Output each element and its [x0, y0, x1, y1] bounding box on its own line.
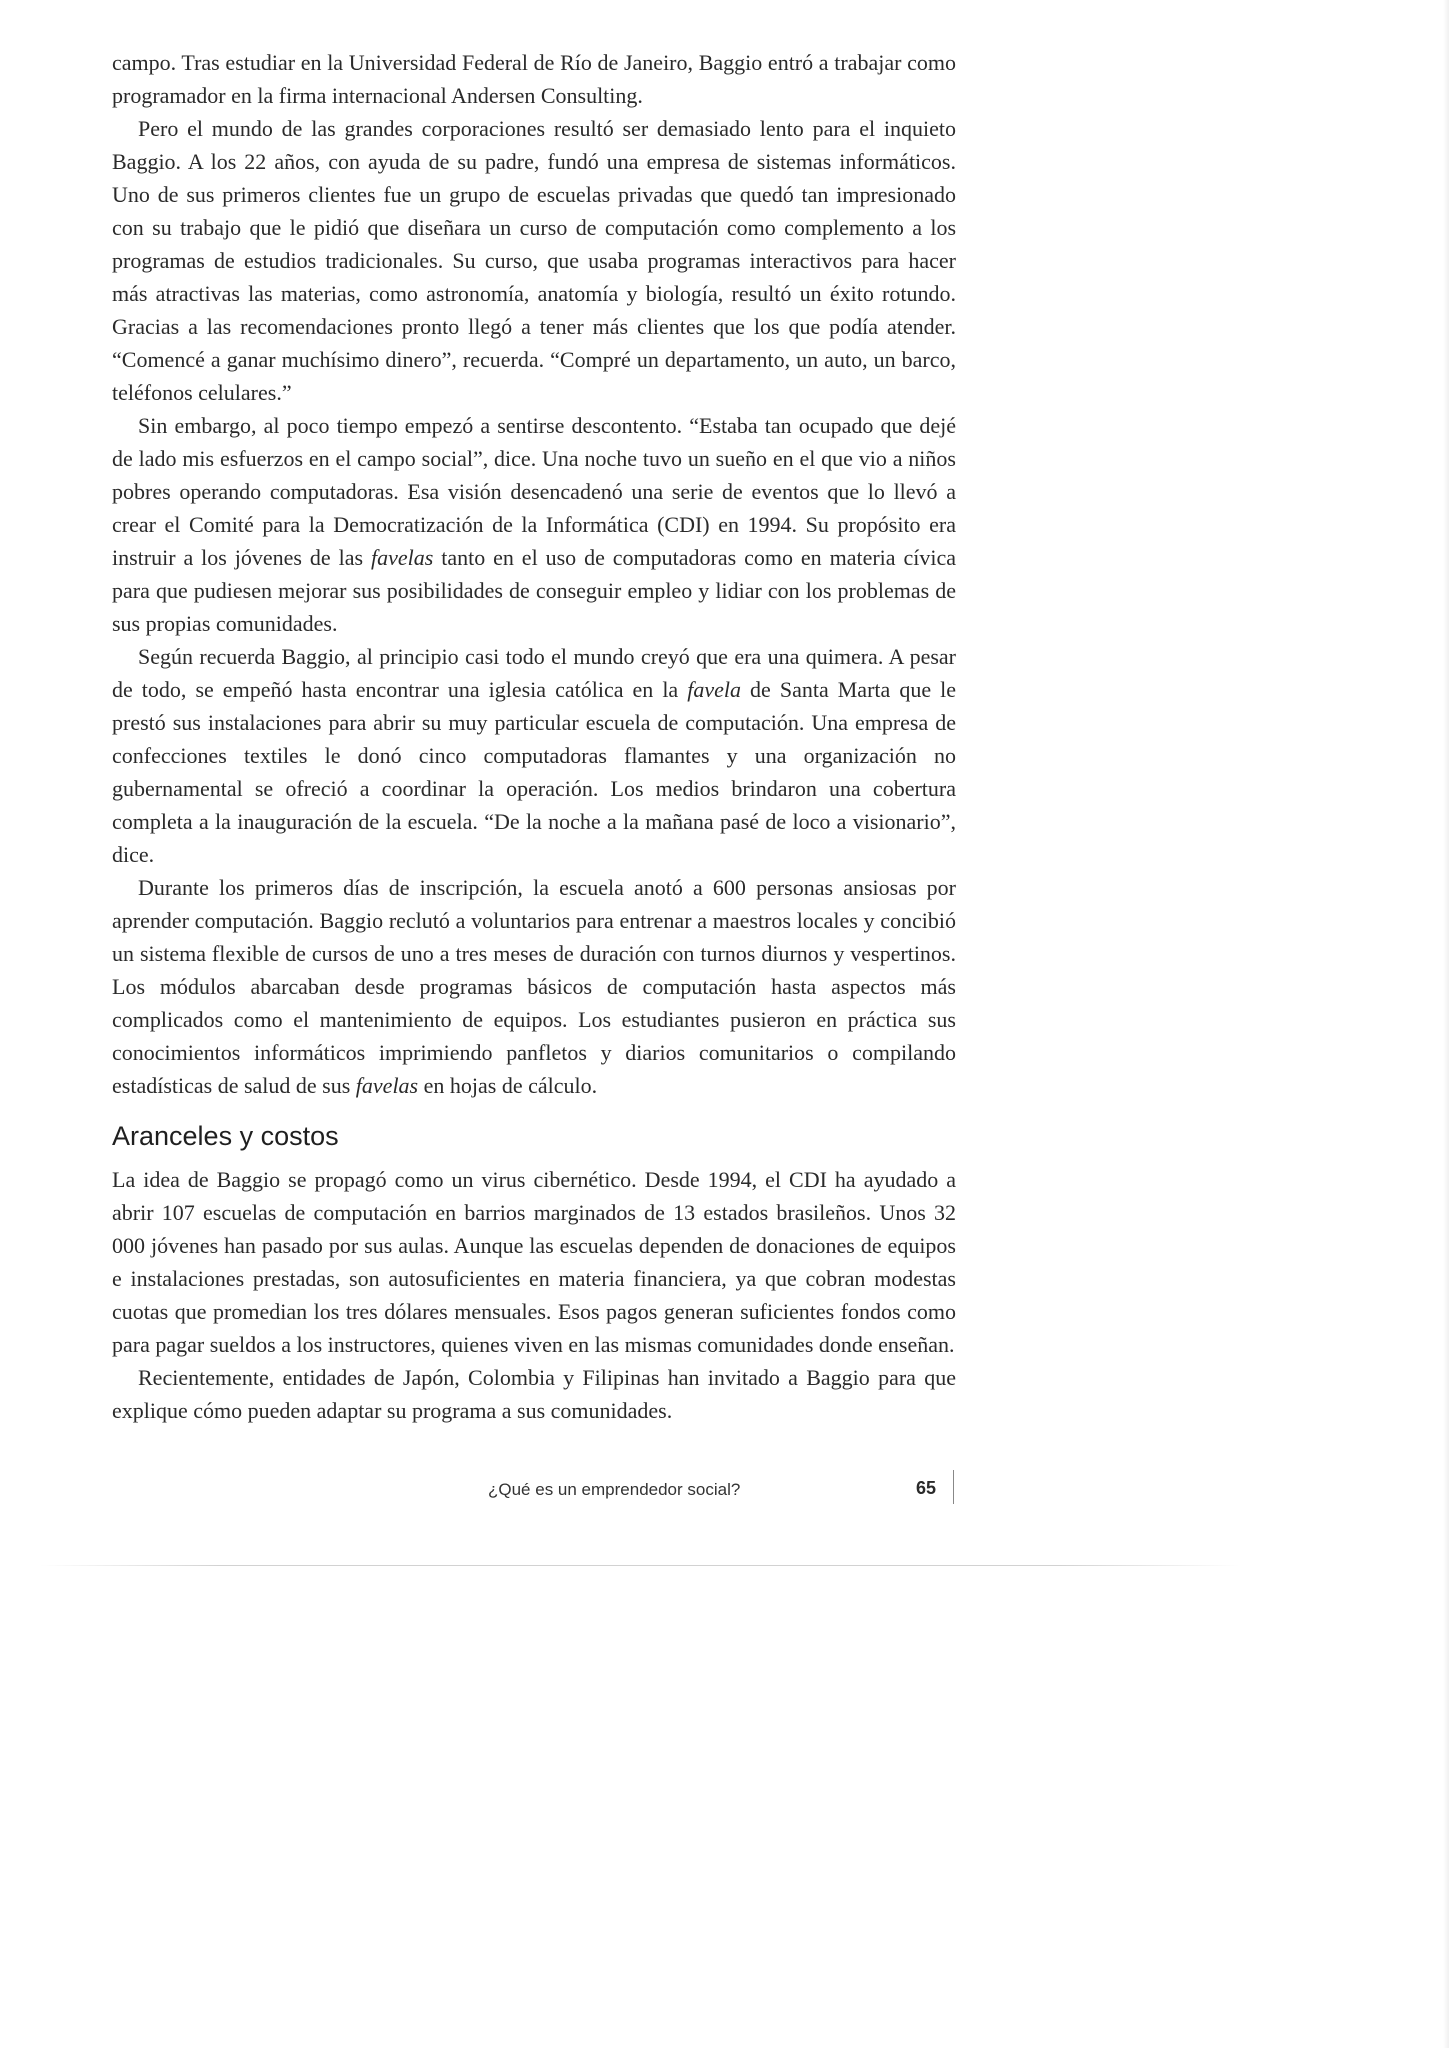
paragraph-cdi-italic: favelas: [370, 545, 434, 570]
paragraph-international: Recientemente, entidades de Japón, Colombia y Filipinas han invitado a Baggio para que explique cómo pueden adaptar su programa a sus comunidades.: [112, 1365, 956, 1423]
paragraph-inscripcion-text-2: en hojas de cálculo.: [418, 1073, 598, 1098]
page-footer: [0, 1470, 1449, 1510]
running-footer-title: ¿Qué es un emprendedor social?: [488, 1480, 741, 1499]
paragraph-santa-marta-text-2: de Santa Marta que le prestó sus instalaciones para abrir su muy particular escuela de computación. Una empresa de confecciones textiles le donó cinco computadoras flamantes y una organización no gubernamental se ofreció a coordinar la operación. Los medios brindaron una cobertura completa a la inauguración de la escuela. “De la noche a la mañana pasé de loco a visionario”, dice.: [112, 677, 956, 867]
paragraph-cdi-text-1: Sin embargo, al poco tiempo empezó a sentirse descontento. “Estaba tan ocupado que dejé de lado mis esfuerzos en el campo social”, dice. Una noche tuvo un sueño en el que vio a niños pobres operando computadoras. Esa visión desencadenó una serie de eventos que lo llevó a crear el Comité para la Democratización de la Informática (CDI) en 1994. Su propósito era instruir a los jóvenes de las: [112, 413, 956, 570]
paragraph-santa-marta-text-1: Según recuerda Baggio, al principio casi todo el mundo creyó que era una quimera. A pesar de todo, se empeñó hasta encontrar una iglesia católica en la: [112, 644, 956, 702]
page-scan-edge: [1443, 0, 1449, 2048]
scan-edge-line: [40, 1565, 1240, 1566]
paragraph-cdi-text-2: tanto en el uso de computadoras como en materia cívica para que pudiesen mejorar sus posibilidades de conseguir empleo y lidiar con los problemas de sus propias comunidades.: [112, 545, 956, 636]
paragraph-inscripcion-text-1: Durante los primeros días de inscripción, la escuela anotó a 600 personas ansiosas por aprender computación. Baggio reclutó a voluntarios para entrenar a maestros locales y concibió un sistema flexible de cursos de uno a tres meses de duración con turnos diurnos y vespertinos. Los módulos abarcaban desde programas básicos de computación hasta aspectos más complicados como el mantenimiento de equipos. Los estudiantes pusieron en práctica sus conocimientos informáticos imprimiendo panfletos y diarios comunitarios o compilando estadísticas de salud de sus: [112, 875, 956, 1098]
paragraph-cdi-growth: La idea de Baggio se propagó como un virus cibernético. Desde 1994, el CDI ha ayudado a abrir 107 escuelas de computación en barrios marginados de 13 estados brasileños. Unos 32 000 jóvenes han pasado por sus aulas. Aunque las escuelas dependen de donaciones de equipos e instalaciones prestadas, son autosuficientes en materia financiera, ya que cobran modestas cuotas que promedian los tres dólares mensuales. Esos pagos generan suficientes fondos como para pagar sueldos a los instructores, quienes viven en las mismas comunidades donde enseñan.: [112, 1167, 956, 1357]
section-heading: Aranceles y costos: [112, 1121, 339, 1151]
paragraph-continuation: campo. Tras estudiar en la Universidad Federal de Río de Janeiro, Baggio entró a trabajar como programador en la firma internacional Andersen Consulting.: [112, 50, 956, 108]
paragraph-inscripcion-italic: favelas: [355, 1073, 419, 1098]
paragraph-santa-marta: [112, 640, 956, 871]
paragraph-santa-marta-italic: favela: [687, 677, 741, 702]
footer-divider: [953, 1470, 954, 1504]
page-number: 65: [916, 1478, 937, 1498]
paragraph-inscripcion: [112, 871, 956, 1102]
page-body: [112, 46, 956, 1427]
paragraph-corporations: Pero el mundo de las grandes corporaciones resultó ser demasiado lento para el inquieto Baggio. A los 22 años, con ayuda de su padre, fundó una empresa de sistemas informáticos. Uno de sus primeros clientes fue un grupo de escuelas privadas que quedó tan impresionado con su trabajo que le pidió que diseñara un curso de computación como complemento a los programas de estudios tradicionales. Su curso, que usaba programas interactivos para hacer más atractivas las materias, como astronomía, anatomía y biología, resultó un éxito rotundo. Gracias a las recomendaciones pronto llegó a tener más clientes que los que podía atender. “Comencé a ganar muchísimo dinero”, recuerda. “Compré un departamento, un auto, un barco, teléfonos celulares.”: [112, 116, 956, 405]
paragraph-cdi-founding: [112, 409, 956, 640]
